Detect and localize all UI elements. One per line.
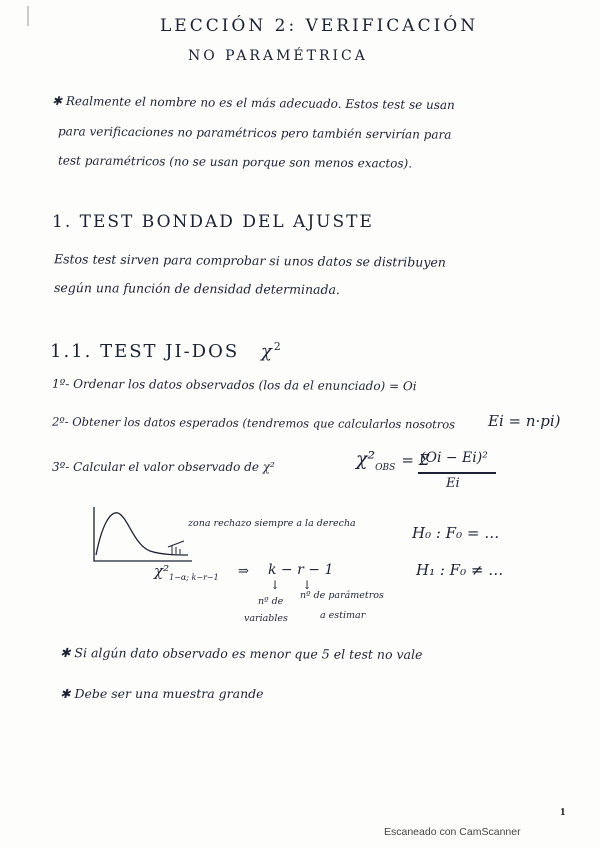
- chi-exponent: 2: [273, 340, 283, 353]
- section-1-line-2: según una función de densidad determinada.: [53, 280, 340, 297]
- intro-line-3: test paramétricos (no se usan porque son menos exactos).: [57, 153, 413, 171]
- scan-margin-mark: [27, 6, 29, 26]
- hypothesis-h1: H₁ : F₀ ≠ …: [416, 561, 504, 579]
- title-line-2: NO PARAMÉTRICA: [188, 48, 368, 64]
- section-1-1-heading: [50, 340, 283, 362]
- section-1-1-heading-text: 1.1. TEST JI-DOS: [50, 341, 240, 362]
- k-note-2b: a estimar: [320, 610, 366, 621]
- step-2-formula: Ei = n·pi): [488, 412, 561, 430]
- section-1-heading: 1. TEST BONDAD DEL AJUSTE: [52, 212, 374, 232]
- hypothesis-h0: H₀ : F₀ = …: [412, 524, 500, 542]
- formula-denominator: Ei: [446, 476, 460, 491]
- step-3: 3º- Calcular el valor observado de χ²: [52, 460, 275, 474]
- implies-arrow: ⇒: [238, 564, 249, 579]
- chi-obs-formula: [356, 448, 429, 473]
- formula-numerator: (Oi − Ei)²: [420, 450, 488, 466]
- down-arrow-k: ↓: [270, 578, 281, 592]
- rejection-zone-label: zona rechazo siempre a la derecha: [188, 518, 356, 529]
- intro-line-1: ✱ Realmente el nombre no es el más adecuado. Estos test se usan: [51, 93, 455, 113]
- k-note-1a: nº de: [258, 596, 284, 607]
- chi-square-density-sketch: [88, 505, 198, 567]
- down-arrow-r: ↓: [302, 578, 313, 592]
- degrees-of-freedom: k − r − 1: [268, 562, 334, 578]
- page-number: 1: [560, 806, 566, 818]
- critical-chi: χ²: [154, 562, 170, 580]
- note-1: ✱ Si algún dato observado es menor que 5 el test no vale: [59, 645, 423, 662]
- step-1: 1º- Ordenar los datos observados (los da el enunciado) = Oi: [51, 376, 417, 394]
- k-note-1b: variables: [244, 613, 288, 624]
- critical-sub: 1−α; k−r−1: [169, 573, 219, 582]
- critical-value: [154, 562, 219, 582]
- section-1-line-1: Estos test sirven para comprobar si unos datos se distribuyen: [53, 251, 446, 270]
- title-line-1: LECCIÓN 2: VERIFICACIÓN: [160, 16, 479, 36]
- formula-eq: = Σ: [401, 451, 430, 469]
- intro-line-2: para verificaciones no paramétricos pero también servirían para: [57, 124, 452, 142]
- formula-fraction-bar: [418, 472, 496, 474]
- note-2: ✱ Debe ser una muestra grande: [60, 686, 264, 701]
- k-note-2a: nº de parámetros: [300, 590, 384, 601]
- formula-sub: OBS: [375, 462, 396, 473]
- chi-symbol: χ: [260, 341, 274, 362]
- formula-lhs: χ²: [356, 448, 376, 470]
- scanner-watermark: Escaneado con CamScanner: [384, 826, 521, 838]
- step-2: 2º- Obtener los datos esperados (tendremos que calcularlos nosotros: [51, 414, 456, 432]
